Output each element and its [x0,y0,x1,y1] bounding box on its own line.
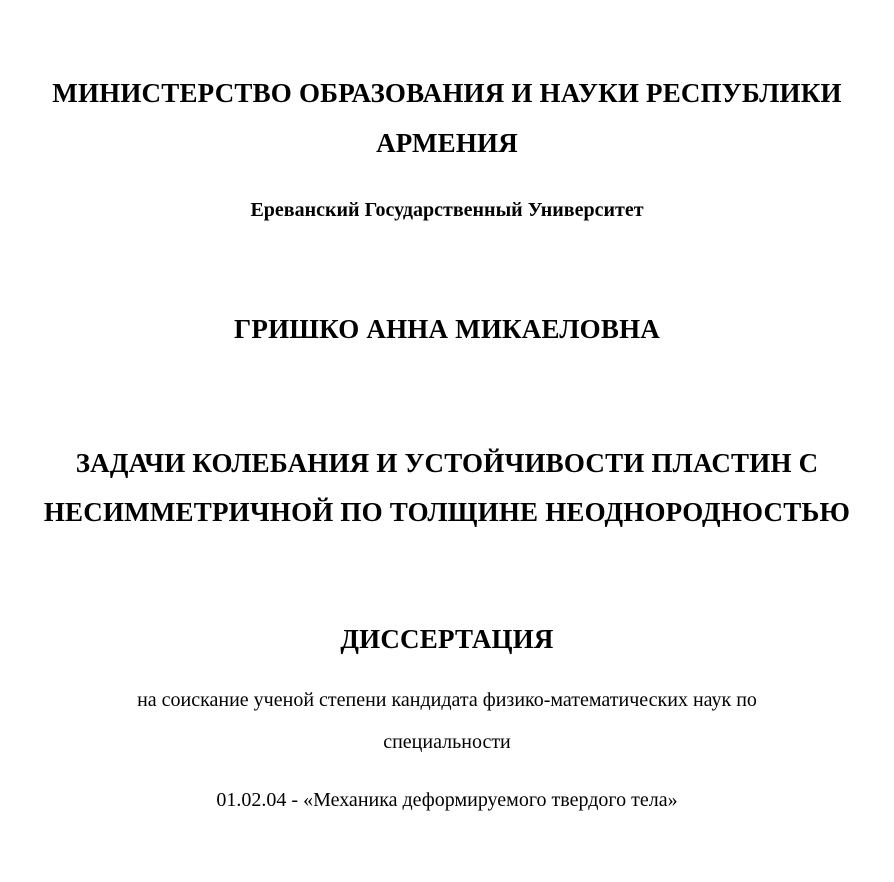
degree-description-line-1: на соискание ученой степени кандидата физико-математических наук по [137,689,757,711]
document-type-heading: ДИССЕРТАЦИЯ [340,624,554,654]
specialty-code: 01.02.04 - «Механика деформируемого твердого тела» [216,789,678,811]
author-name: ГРИШКО АННА МИКАЕЛОВНА [234,314,660,344]
university-name: Ереванский Государственный Университет [250,199,644,221]
degree-description-line-2: специальности [383,731,511,753]
dissertation-title-line-1: ЗАДАЧИ КОЛЕБАНИЯ И УСТОЙЧИВОСТИ ПЛАСТИН С [75,448,819,478]
dissertation-title-line-2: НЕСИММЕТРИЧНОЙ ПО ТОЛЩИНЕ НЕОДНОРОДНОСТЬЮ [43,497,851,527]
ministry-heading-line-1: МИНИСТЕРСТВО ОБРАЗОВАНИЯ И НАУКИ РЕСПУБЛИКИ [52,78,842,108]
ministry-heading-line-2: АРМЕНИЯ [376,128,518,158]
